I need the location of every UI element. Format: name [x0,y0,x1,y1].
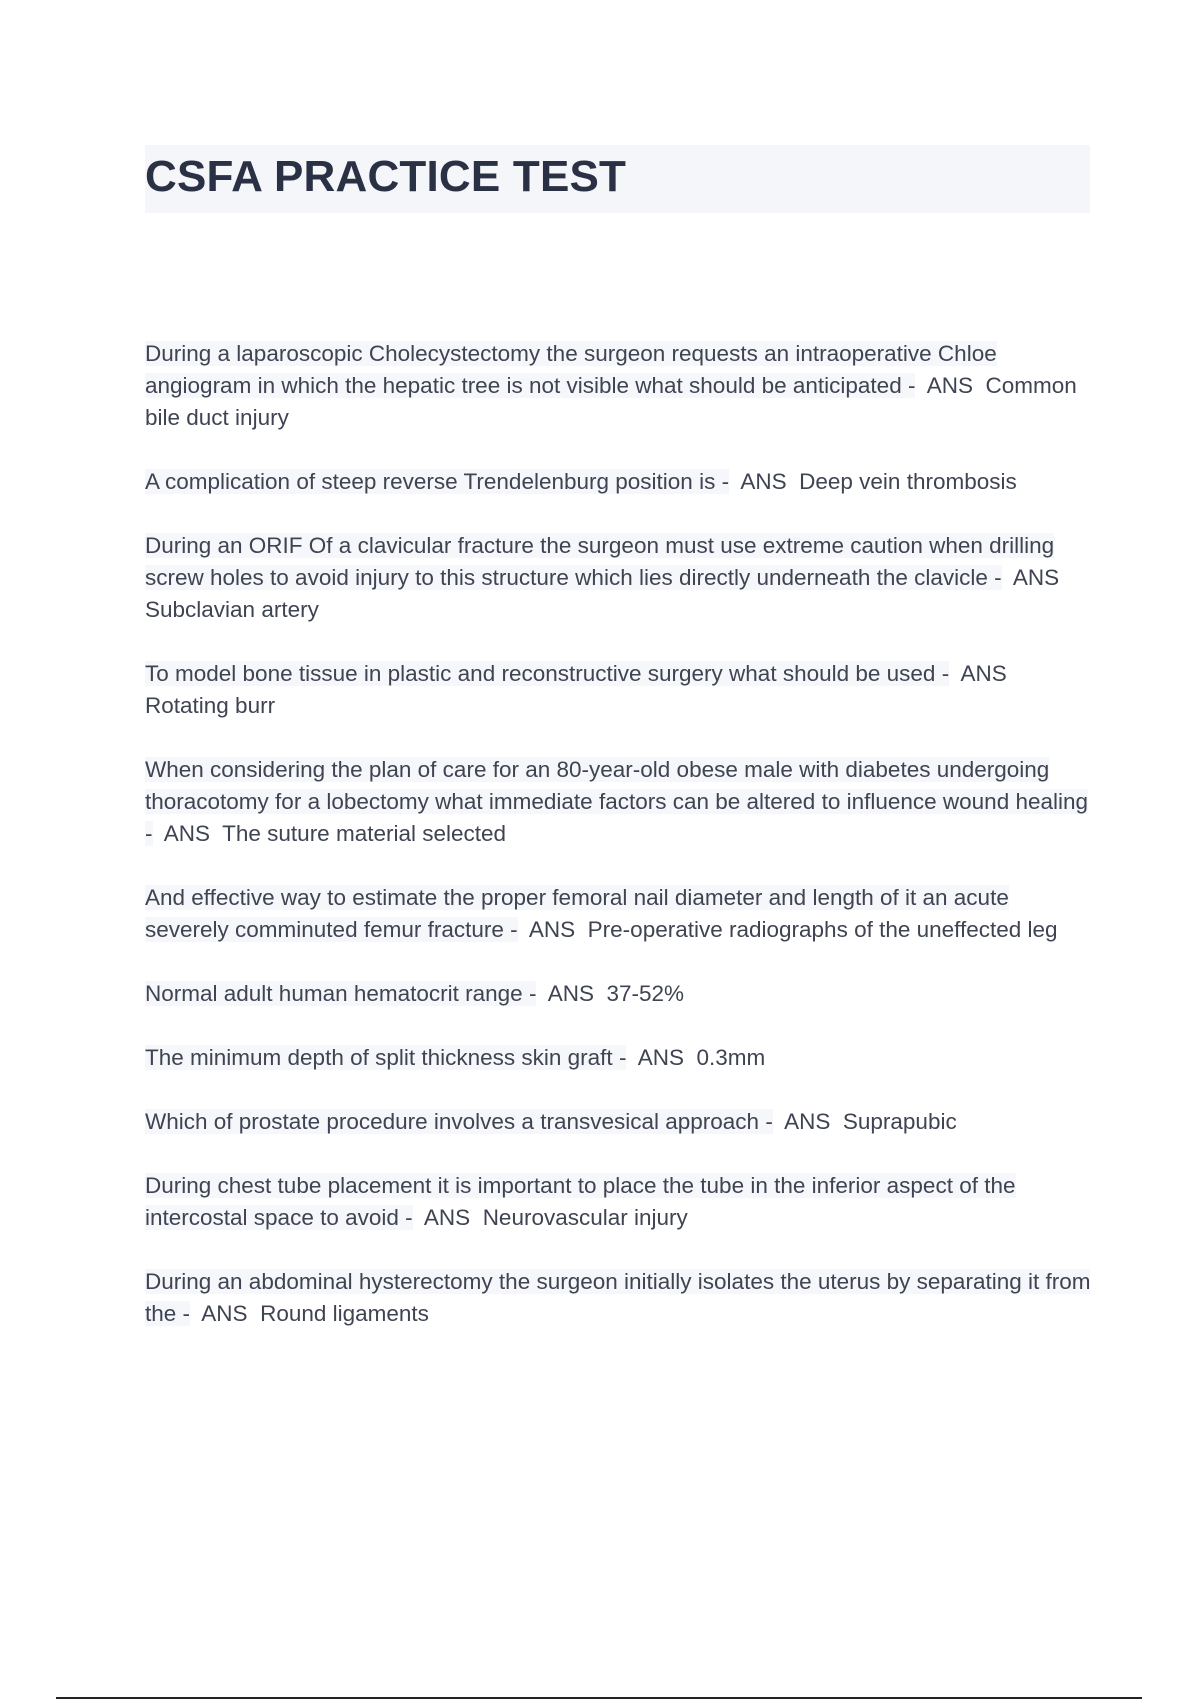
qa-item [145,338,1095,434]
answer-text: 0.3mm [696,1045,766,1070]
qa-item [145,658,1095,722]
answer-marker: ANS [1012,565,1060,590]
qa-item [145,466,1095,498]
question-text: Which of prostate procedure involves a transvesical approach - [145,1109,773,1134]
answer-marker: ANS [960,661,1007,686]
question-text: Normal adult human hematocrit range - [145,981,537,1006]
answer-text: The suture material selected [222,821,507,846]
answer-text: Pre-operative radiographs of the uneffected leg [587,917,1058,942]
question-text: The minimum depth of split thickness skin graft - [145,1045,627,1070]
answer-marker: ANS [784,1109,831,1134]
answer-text: Rotating burr [145,693,276,718]
answer-text: Common bile duct injury [145,373,1077,430]
answer-text: Deep vein thrombosis [799,469,1017,494]
qa-item [145,978,1095,1010]
answer-text: Suprapubic [842,1109,957,1134]
answer-text: Neurovascular injury [482,1205,688,1230]
qa-item [145,1106,1095,1138]
qa-item [145,754,1095,850]
answer-marker: ANS [201,1301,248,1326]
question-text: To model bone tissue in plastic and reconstructive surgery what should be used - [145,661,950,686]
qa-item [145,882,1095,946]
answer-marker: ANS [163,821,211,846]
question-text: During a laparoscopic Cholecystectomy the surgeon requests an intraoperative Chloe angiogram in which the hepatic tree is not visible what should be anticipated - [145,341,997,398]
answer-text: Round ligaments [260,1301,429,1326]
answer-marker: ANS [547,981,594,1006]
qa-item [145,1042,1095,1074]
question-text: When considering the plan of care for an 80-year-old obese male with diabetes undergoing thoracotomy for a lobectomy what immediate factors can be altered to influence wound healing - [145,757,1089,846]
answer-marker: ANS [926,373,973,398]
page-title: CSFA PRACTICE TEST [145,152,627,201]
answer-marker: ANS [637,1045,684,1070]
answer-text: 37-52% [606,981,685,1006]
question-text: A complication of steep reverse Trendelenburg position is - [145,469,730,494]
page-bottom-rule [56,1697,1142,1699]
qa-item [145,530,1095,626]
answer-text: Subclavian artery [145,597,319,622]
question-text: During an abdominal hysterectomy the surgeon initially isolates the uterus by separating it from the - [145,1269,1091,1326]
qa-list [145,338,1095,1362]
question-text: During an ORIF Of a clavicular fracture the surgeon must use extreme caution when drilling screw holes to avoid injury to this structure which lies directly underneath the clavicle - [145,533,1055,590]
qa-item [145,1266,1095,1330]
answer-marker: ANS [528,917,576,942]
question-text: During chest tube placement it is important to place the tube in the inferior aspect of the intercostal space to avoid - [145,1173,1016,1230]
title-block [145,145,1090,213]
question-text: And effective way to estimate the proper femoral nail diameter and length of it an acute severely comminuted femur fracture - [145,885,1009,942]
qa-item [145,1170,1095,1234]
answer-marker: ANS [423,1205,471,1230]
answer-marker: ANS [740,469,787,494]
